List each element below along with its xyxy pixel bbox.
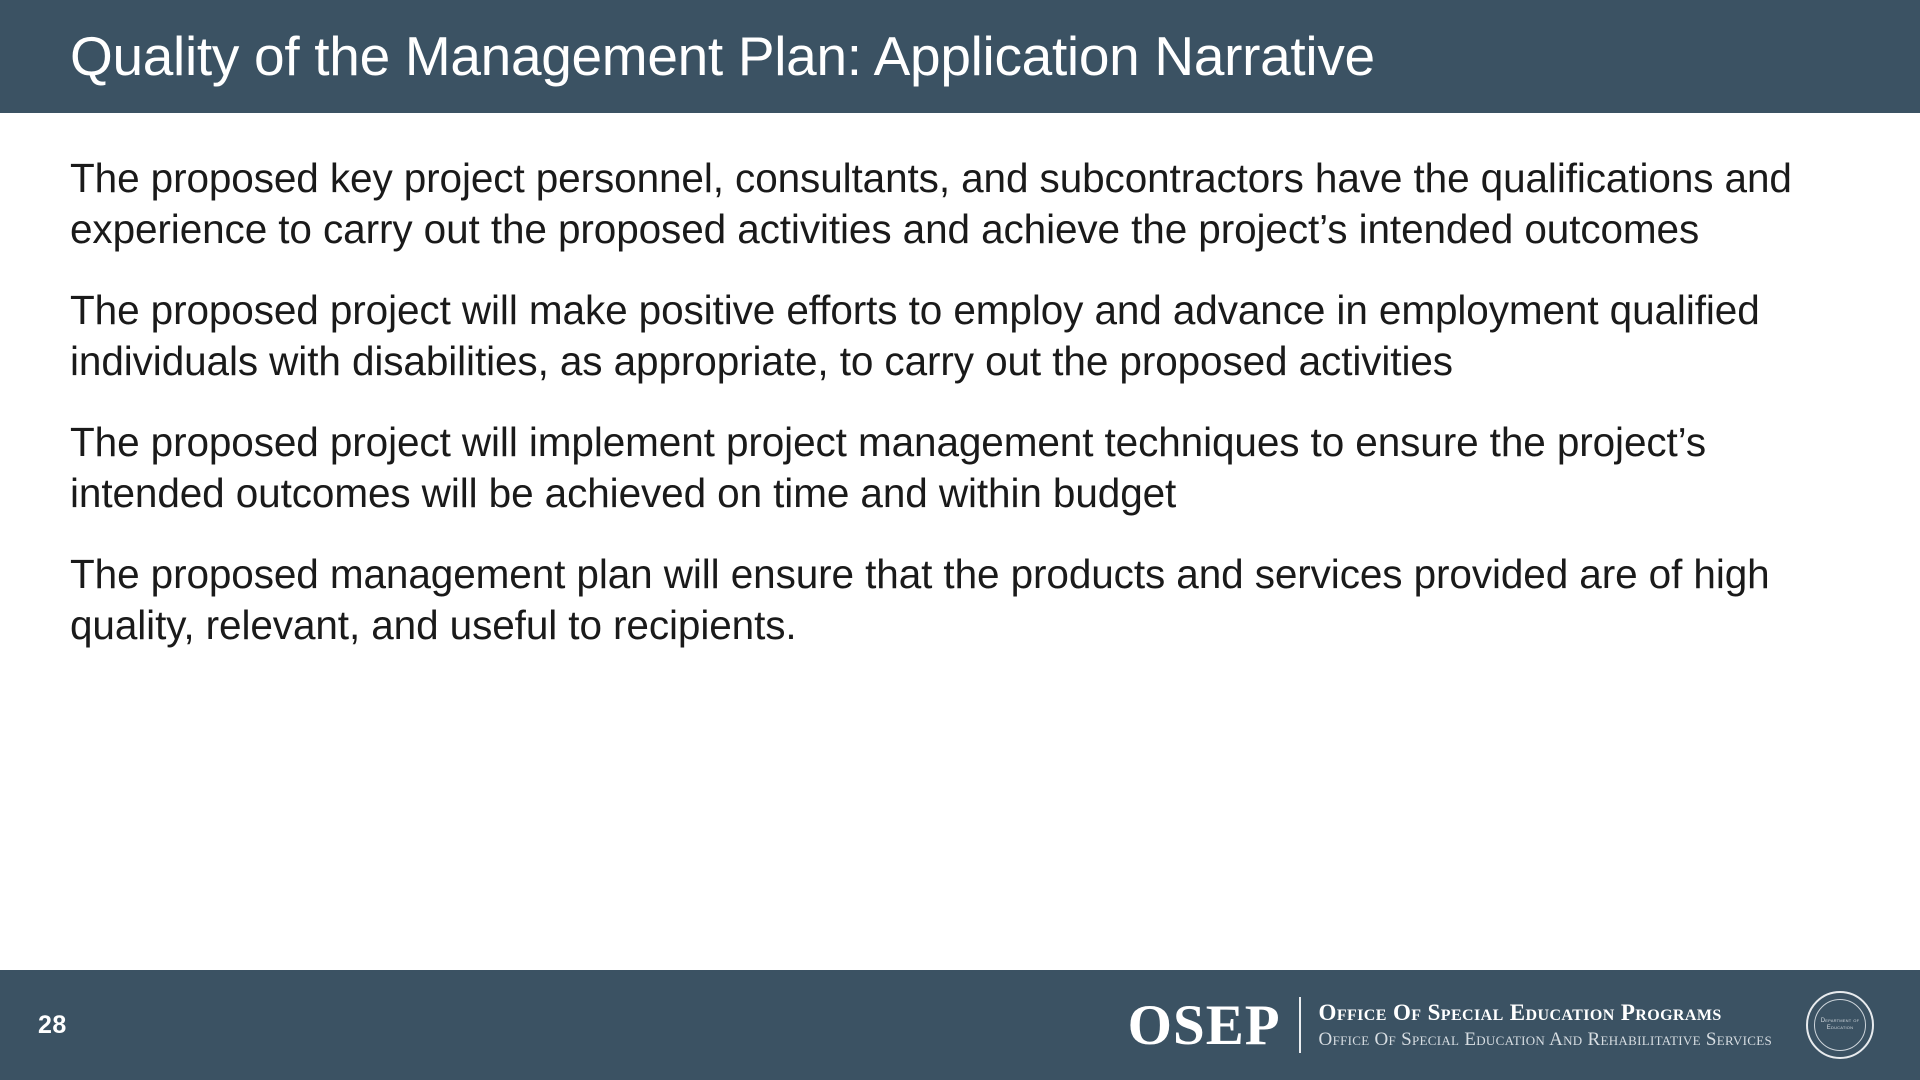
page-number: 28: [38, 1010, 67, 1039]
body-paragraph: The proposed project will implement project management techniques to ensure the project’s intended outcomes will be achieved on time and within budget: [70, 418, 1706, 517]
osep-acronym: OSEP: [1127, 993, 1281, 1057]
logo-divider: [1299, 997, 1301, 1053]
seal-label: Department of Education: [1820, 1018, 1860, 1031]
body-paragraph: The proposed management plan will ensure that the products and services provided are of high quality, relevant, and useful to recipients.: [70, 550, 1770, 648]
osep-full-name: Office Of Special Education Programs: [1318, 999, 1722, 1025]
slide-footer: [0, 970, 1920, 1080]
slide-body: [0, 113, 1920, 1080]
department-seal-icon: [1806, 991, 1874, 1059]
body-paragraph: The proposed key project personnel, consultants, and subcontractors have the qualifications and experience to carry out the proposed activities and achieve the project’s intended outcomes: [70, 155, 1792, 253]
osep-logo: [1127, 993, 1772, 1057]
page-title: Quality of the Management Plan: Application Narrative: [70, 24, 1375, 87]
body-paragraph: The proposed project will make positive efforts to employ and advance in employment qualified individuals with disabilities, as appropriate, to carry out the proposed activities: [70, 286, 1760, 385]
seal-inner-ring: [1814, 999, 1866, 1051]
osers-full-name: Office Of Special Education And Rehabilitative Services: [1318, 1028, 1772, 1050]
osep-logo-text: [1319, 999, 1772, 1052]
slide-title-bar: [0, 0, 1920, 113]
